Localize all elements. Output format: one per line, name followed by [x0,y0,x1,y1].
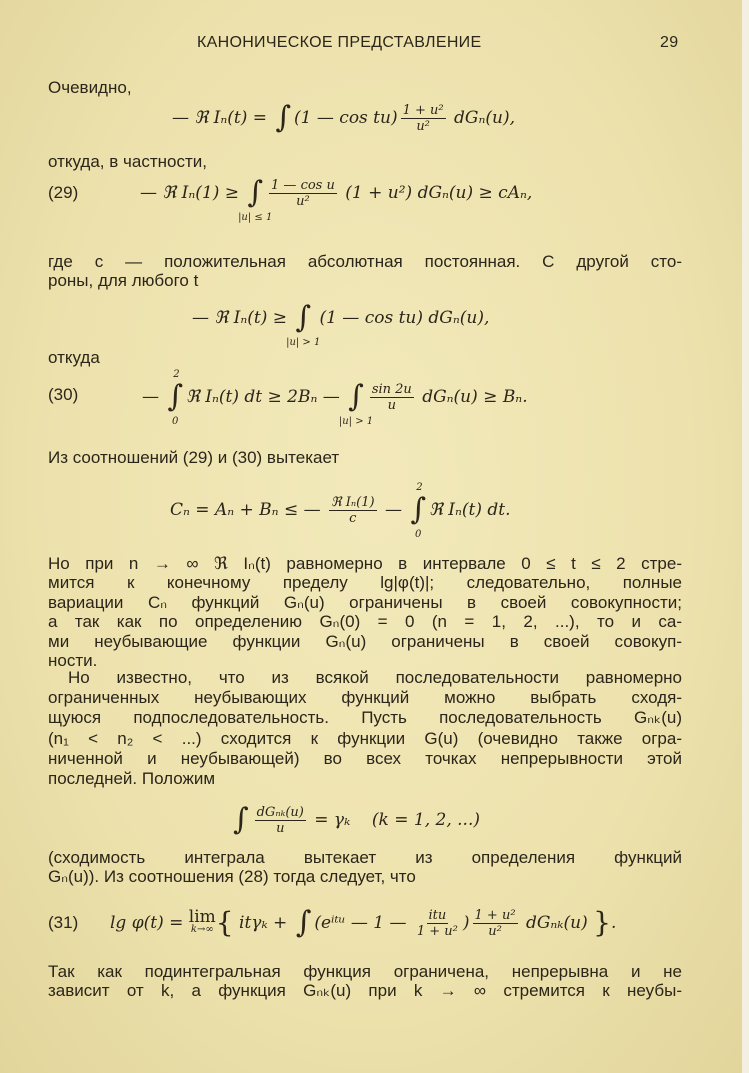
fraction: $\frac{\text{1 — cos u}}{\text{u²}}$ [271,177,335,209]
eq-text: . [610,913,617,933]
integral-sign: ∫ [275,100,292,135]
eq-text: (1 — cos tu) dGₙ(u), [314,308,490,328]
eq-text: ) [462,913,470,933]
integral-lower-limit: |u| > 1 [338,416,374,427]
fraction: $\frac{\text{ℜ Iₙ(1)}}{c}$ [331,494,375,526]
integral-sign: ∫ [167,379,184,414]
left-brace: { [215,906,234,939]
integral-sign: ∫ [348,379,364,414]
paragraph-obviously [48,78,682,97]
text-line: роны, для любого t [48,271,199,291]
integral-lower-limit: 0 [172,416,179,427]
fraction: $\frac{\sin 2u}{u}$ [371,381,412,413]
eq-text: — ℜ Iₙ(t) = [172,108,273,128]
integral-lower-limit: |u| ≤ 1 [238,212,273,223]
text-line: щуюся подпоследовательность. Пусть последовательность Gₙₖ(u) [48,708,682,728]
chapter-title: КАНОНИЧЕСКОЕ ПРЕДСТАВЛЕНИЕ [197,34,482,51]
eq-text: itγₖ + [233,913,293,933]
text-line: ограниченных неубывающих функций можно выбрать сходя- [48,688,682,708]
fraction: $\frac{\text{dGₙₖ(u)}}{u}$ [256,804,304,836]
eq-text: — [142,387,165,407]
integral-upper-limit: 2 [416,482,423,493]
equation-gamma [230,803,480,837]
text-line: мится к конечному пределу lg|φ(t)|; следовательно, полные [48,573,682,593]
text-line: где c — положительная абсолютная постоянная. С другой сто- [48,252,682,271]
paragraph-since [48,962,682,1001]
integral-sign: ∫ [295,300,312,335]
text-line: Очевидно, [48,78,132,97]
equation-label-30: (30) [48,385,79,404]
paragraph-convergence [48,848,682,887]
integral-sign: ∫ [410,492,427,527]
text-line: откуда [48,348,100,367]
integral-sign: ∫ [295,905,312,940]
eq-text: — ℜ Iₙ(t) ≥ [192,308,293,328]
paragraph-but-as [48,554,682,670]
equation-31 [110,906,616,940]
text-line: Так как подинтегральная функция ограничена, непрерывна и не [48,962,682,981]
paragraph-whence-particular [48,152,682,171]
eq-text: — [379,500,408,520]
equation-label-29: (29) [48,183,79,202]
eq-text: dGₙₖ(u) [520,913,594,933]
eq-text: — ℜ Iₙ(1) ≥ [140,183,245,203]
integral-lower-limit: |u| > 1 [286,337,321,348]
paragraph-from-relations [48,448,682,467]
equation-1 [172,101,515,135]
integral-lower-limit: 0 [415,529,422,540]
eq-text: = γₖ (k = 1, 2, ...) [308,810,480,830]
limit-operator: lim k→∞ [188,907,216,935]
right-brace: } [593,906,611,939]
text-line: вариации Cₙ функций Gₙ(u) ограничены в своей совокупности; [48,592,682,612]
equation-label-31: (31) [48,913,79,932]
eq-text: (eⁱᵗᵘ — 1 — [314,913,412,933]
eq-text: Cₙ = Aₙ + Bₙ ≤ — [170,500,327,520]
text-line: последней. Положим [48,769,216,789]
text-line: Gₙ(u)). Из соотношения (28) тогда следует, что [48,867,416,887]
text-line: зависит от k, а функция Gₙₖ(u) при k → ∞ стремится к неубы- [48,981,682,1001]
equation-30 [142,369,528,427]
eq-text: dGₙ(u) ≥ Bₙ. [416,387,528,407]
eq-text: (1 + u²) dGₙ(u) ≥ cAₙ, [339,183,533,203]
paragraph-known [48,668,682,789]
page-number: 29 [660,34,679,51]
eq-text: (1 — cos tu) [294,108,398,128]
fraction: $\frac{\text{1 + u²}}{\text{u²}}$ [402,102,444,134]
equation-C [170,482,511,540]
text-line: (сходимость интеграла вытекает из определения функций [48,848,682,867]
text-line: Но при n → ∞ ℜ Iₙ(t) равномерно в интервале 0 ≤ t ≤ 2 стре- [48,554,682,573]
text-line: Из соотношений (29) и (30) вытекает [48,448,340,467]
integral-sign: ∫ [233,802,249,837]
paragraph-whence [48,348,682,367]
text-line: ми неубывающие функции Gₙ(u) ограничены в своей совокуп- [48,631,682,651]
eq-text: ℜ Iₙ(t) dt ≥ 2Bₙ — [186,387,346,407]
text-line: Но известно, что из всякой последовательности равномерно [68,668,682,687]
text-line: ности. [48,651,98,671]
integral-upper-limit: 2 [173,369,180,380]
text-line: ниченной и неубывающей) во всех точках непрерывности этой [48,748,682,768]
eq-text: dGₙ(u), [448,108,515,128]
text-line: (n₁ < n₂ < ...) сходится к функции G(u) (очевидно также огра- [48,728,682,748]
integral-sign: ∫ [247,175,264,210]
equation-unnumbered [192,300,490,348]
text-line: а так как по определению Gₙ(0) = 0 (n = 1, 2, ...), то и са- [48,612,682,632]
eq-text: lg φ(t) = [110,913,189,933]
text-line: откуда, в частности, [48,152,207,171]
fraction: $\frac{\text{1 + u²}}{\text{u²}}$ [474,907,516,939]
paragraph-where-c [48,252,682,291]
eq-text: ℜ Iₙ(t) dt. [429,500,511,520]
fraction: $\frac{\text{itu}}{\text{1 + u²}}$ [416,907,458,939]
equation-29 [140,175,533,223]
